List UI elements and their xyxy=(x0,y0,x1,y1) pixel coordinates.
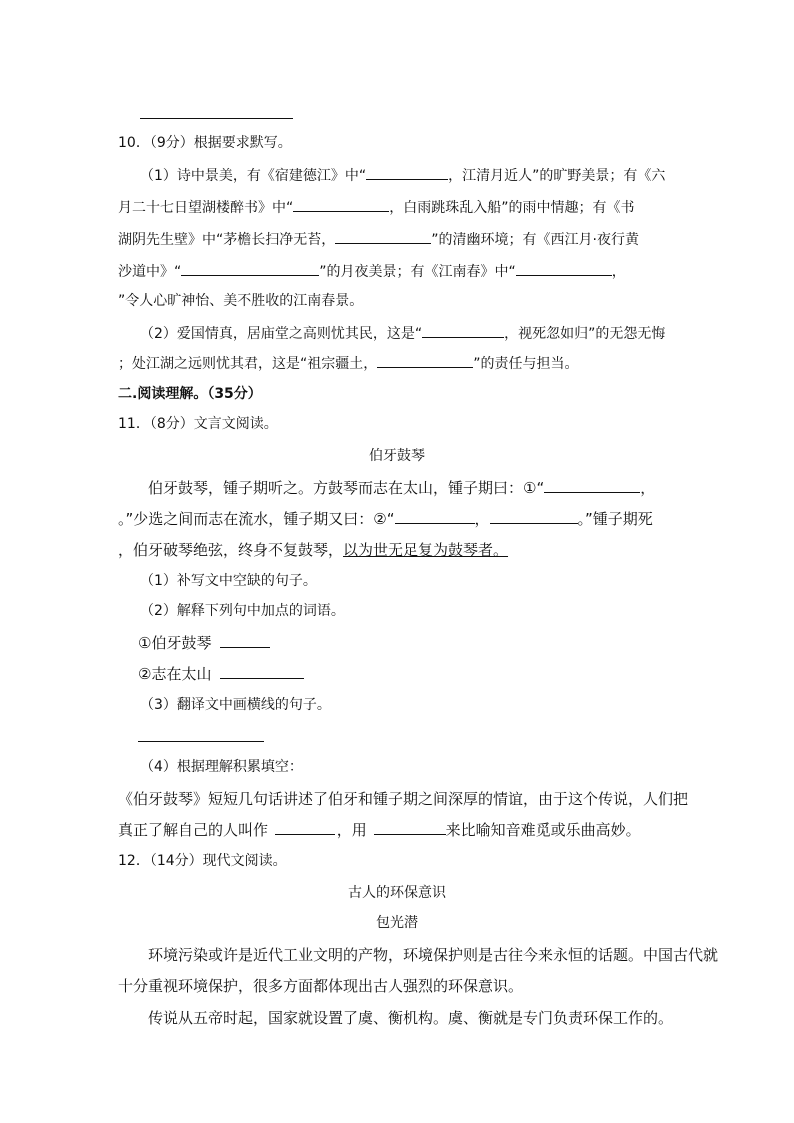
q10-part1-line2 xyxy=(118,197,635,217)
text: ，江清月近人”的旷野美景；有《六 xyxy=(448,168,666,184)
text: 。”少选之间而志在流水，锺子期又曰：②“ xyxy=(118,510,395,528)
q11-sub4-line2 xyxy=(118,820,641,840)
text: ；处江湖之远则忧其君，这是“祖宗疆土， xyxy=(118,356,378,372)
q10-heading: 10．（9分）根据要求默写。 xyxy=(118,135,292,151)
fill-blank[interactable] xyxy=(377,353,473,368)
text: ， xyxy=(611,264,626,280)
text: ， xyxy=(474,510,490,528)
fill-blank[interactable] xyxy=(181,261,319,276)
q11-sub4-line1: 《伯牙鼓琴》短短几句话讲述了伯牙和锺子期之间深厚的情谊，由于这个传说，人们把 xyxy=(118,790,689,808)
q12-author: 包光潜 xyxy=(376,915,418,931)
q12-para2-line1: 传说从五帝时起，国家就设置了虞、衡机构。虞、衡就是专门负责环保工作的。 xyxy=(148,1009,674,1027)
q12-title: 古人的环保意识 xyxy=(348,885,446,901)
q11-sub2: （2）解释下列句中加点的词语。 xyxy=(140,603,345,619)
underlined-sentence: 以为世无足复为鼓琴者。 xyxy=(343,541,509,559)
q11-title: 伯牙鼓琴 xyxy=(369,448,425,464)
text: ，白雨跳珠乱入船”的雨中情趣；有《书 xyxy=(389,200,635,216)
fill-blank[interactable] xyxy=(422,323,504,338)
text: ”的责任与担当。 xyxy=(473,356,579,372)
fill-blank[interactable] xyxy=(544,478,640,493)
text: ①伯牙鼓琴 xyxy=(138,634,212,652)
text: ②志在太山 xyxy=(138,665,212,683)
q11-sub3: （3）翻译文中画横线的句子。 xyxy=(140,697,331,713)
fill-blank[interactable] xyxy=(516,261,612,276)
q10-part1-line3 xyxy=(118,229,639,249)
q11-text-line2 xyxy=(118,509,653,529)
text: ，视死忽如归”的无怨无悔 xyxy=(504,326,666,342)
text: 真正了解自己的人叫作 xyxy=(118,821,269,839)
q10-part2-line2 xyxy=(118,353,579,373)
fill-blank[interactable] xyxy=(366,165,448,180)
q10-part2-line1 xyxy=(140,323,665,343)
q10-part1-line4 xyxy=(118,261,626,281)
answer-line xyxy=(138,741,264,742)
text: 湖阴先生壁》中“茅檐长扫净无苔， xyxy=(118,232,336,248)
text: ， xyxy=(640,479,656,497)
q12-para1-line1: 环境污染或许是近代工业文明的产物，环境保护则是古往今来永恒的话题。中国古代就 xyxy=(148,946,719,964)
q11-sub2-item2 xyxy=(138,664,304,684)
fill-blank[interactable] xyxy=(220,664,304,679)
fill-blank[interactable] xyxy=(335,229,431,244)
fill-blank[interactable] xyxy=(220,633,270,648)
answer-line xyxy=(140,118,293,119)
q12-para1-line2: 十分重视环境保护，很多方面都体现出古人强烈的环保意识。 xyxy=(118,977,524,995)
q10-part1-line5: ”令人心旷神怡、美不胜收的江南春景。 xyxy=(118,293,364,309)
text: （2）爱国情真，居庙堂之高则忧其民，这是“ xyxy=(140,326,423,342)
text: 来比喻知音难觅或乐曲高妙。 xyxy=(445,821,641,839)
fill-blank[interactable] xyxy=(374,820,446,835)
text: ，伯牙破琴绝弦，终身不复鼓琴， xyxy=(118,541,344,559)
q11-sub4: （4）根据理解积累填空： xyxy=(140,759,303,775)
fill-blank[interactable] xyxy=(490,509,578,524)
section-heading: 二.阅读理解。（35分） xyxy=(118,386,262,402)
text: （1）诗中景美，有《宿建德江》中“ xyxy=(140,168,367,184)
text: ”的清幽环境；有《西江月·夜行黄 xyxy=(431,232,639,248)
q11-sub2-item1 xyxy=(138,633,270,653)
text: 。”锺子期死 xyxy=(577,510,653,528)
fill-blank[interactable] xyxy=(395,509,475,524)
q11-heading: 11．（8分）文言文阅读。 xyxy=(118,416,278,432)
text: 伯牙鼓琴，锺子期听之。方鼓琴而志在太山，锺子期曰：①“ xyxy=(148,479,545,497)
q12-heading: 12．（14分）现代文阅读。 xyxy=(118,853,287,869)
q11-text-line3 xyxy=(118,540,508,560)
fill-blank[interactable] xyxy=(293,197,389,212)
text: 沙道中》“ xyxy=(118,264,182,280)
q10-part1-line1 xyxy=(140,165,665,185)
q11-sub1: （1）补写文中空缺的句子。 xyxy=(140,573,317,589)
text: 月二十七日望湖楼醉书》中“ xyxy=(118,200,294,216)
fill-blank[interactable] xyxy=(275,820,335,835)
q11-text-line1 xyxy=(148,478,655,498)
text: ”的月夜美景；有《江南春》中“ xyxy=(319,264,516,280)
text: ，用 xyxy=(336,821,367,839)
